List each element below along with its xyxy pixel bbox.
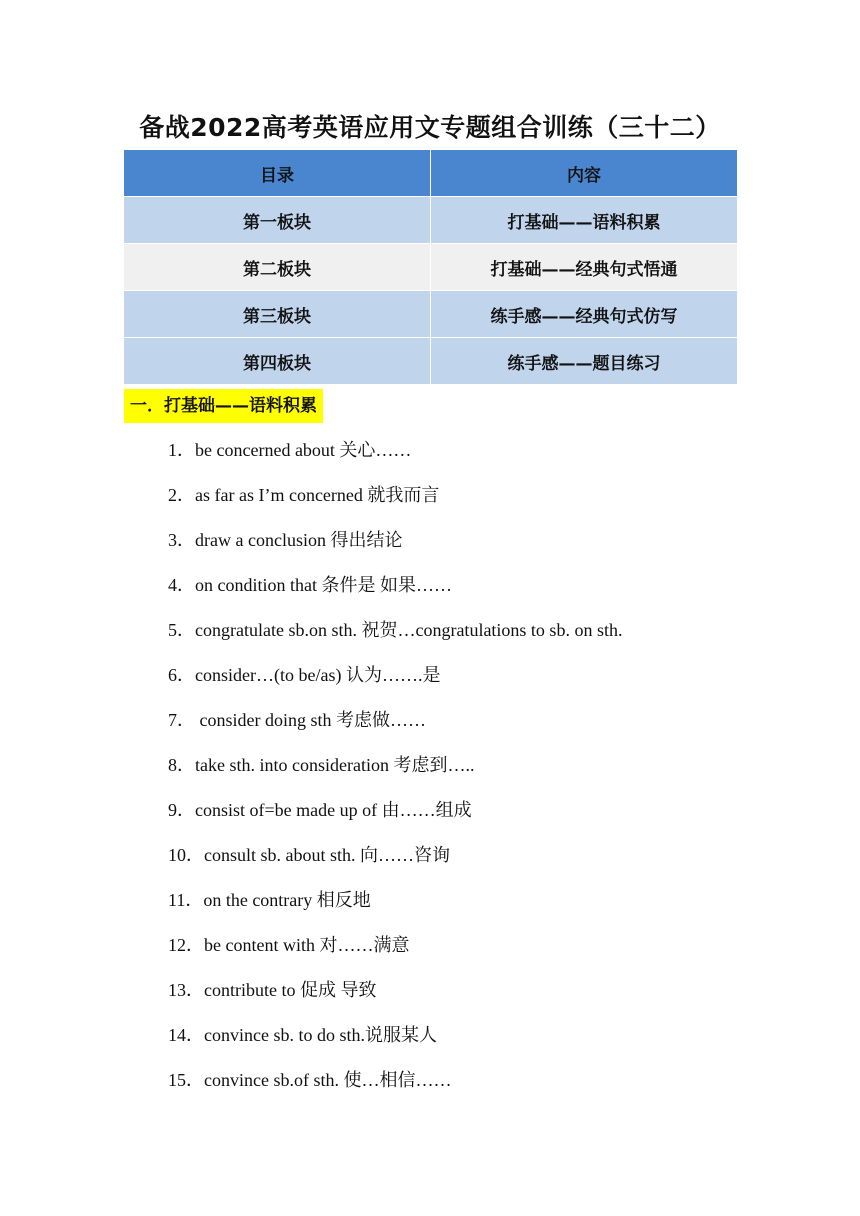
list-item: 14．convince sb. to do sth.说服某人 xyxy=(168,1025,437,1045)
list-item: 3．draw a conclusion 得出结论 xyxy=(168,530,403,550)
toc-row xyxy=(124,197,738,244)
toc-row xyxy=(124,244,738,291)
toc-row xyxy=(124,291,738,338)
toc-row-section: 第一板块 xyxy=(124,197,431,244)
toc-header-content: 内容 xyxy=(431,150,738,197)
vocabulary-list xyxy=(168,428,622,1103)
toc-row-section: 第三板块 xyxy=(124,291,431,338)
section-heading: 一．打基础——语料积累 xyxy=(124,389,323,423)
list-item: 1．be concerned about 关心…… xyxy=(168,440,412,460)
toc-row xyxy=(124,338,738,385)
list-item: 9．consist of=be made up of 由……组成 xyxy=(168,800,472,820)
toc-row-section: 第二板块 xyxy=(124,244,431,291)
list-item: 10．consult sb. about sth. 向……咨询 xyxy=(168,845,450,865)
list-item: 6．consider…(to be/as) 认为…….是 xyxy=(168,665,441,685)
toc-header-row xyxy=(124,150,738,197)
list-item: 4．on condition that 条件是 如果…… xyxy=(168,575,452,595)
list-item: 2．as far as I’m concerned 就我而言 xyxy=(168,485,440,505)
list-item: 5．congratulate sb.on sth. 祝贺…congratulations to sb. on sth. xyxy=(168,620,623,640)
list-item: 8．take sth. into consideration 考虑到….. xyxy=(168,755,475,775)
toc-row-content: 练手感——题目练习 xyxy=(431,338,738,385)
toc-table xyxy=(123,149,738,385)
toc-row-content: 打基础——经典句式悟通 xyxy=(431,244,738,291)
toc-header-section: 目录 xyxy=(124,150,431,197)
toc-row-content: 练手感——经典句式仿写 xyxy=(431,291,738,338)
list-item: 15．convince sb.of sth. 使…相信…… xyxy=(168,1070,452,1090)
list-item: 12．be content with 对……满意 xyxy=(168,935,410,955)
toc-row-content: 打基础——语料积累 xyxy=(431,197,738,244)
list-item: 7． consider doing sth 考虑做…… xyxy=(168,710,426,730)
list-item: 11．on the contrary 相反地 xyxy=(168,890,371,910)
document-title: 备战2022高考英语应用文专题组合训练（三十二） xyxy=(139,113,721,142)
toc-row-section: 第四板块 xyxy=(124,338,431,385)
list-item: 13．contribute to 促成 导致 xyxy=(168,980,377,1000)
